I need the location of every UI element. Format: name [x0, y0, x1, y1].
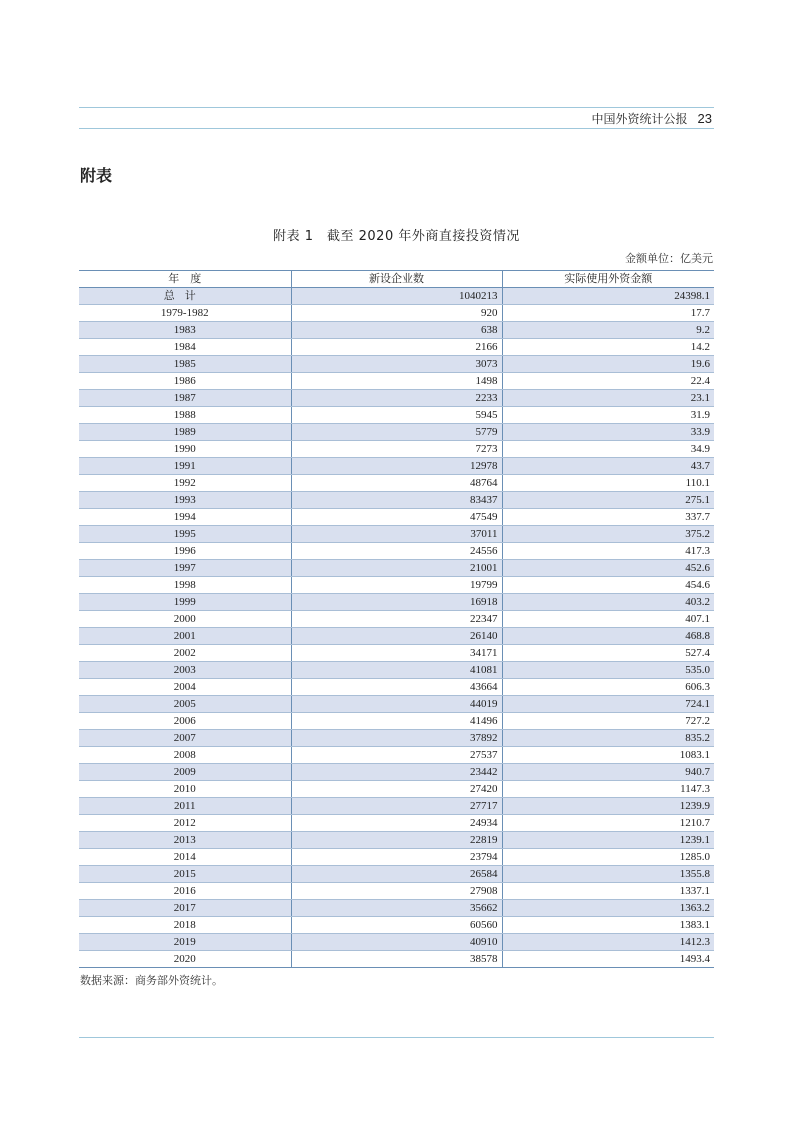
actual-fdi-cell: 31.9	[502, 407, 714, 424]
publication-title: 中国外资统计公报	[591, 112, 688, 126]
new-enterprises-cell: 24556	[291, 543, 502, 560]
actual-fdi-cell: 22.4	[502, 373, 714, 390]
table-row	[79, 526, 714, 543]
table-row	[79, 849, 714, 866]
year-cell: 2015	[79, 866, 291, 883]
new-enterprises-cell: 3073	[291, 356, 502, 373]
table-row	[79, 798, 714, 815]
table-row	[79, 628, 714, 645]
actual-fdi-cell: 417.3	[502, 543, 714, 560]
actual-fdi-cell: 835.2	[502, 730, 714, 747]
year-cell: 总计	[79, 288, 291, 305]
new-enterprises-cell: 2233	[291, 390, 502, 407]
table-row	[79, 730, 714, 747]
actual-fdi-cell: 14.2	[502, 339, 714, 356]
actual-fdi-cell: 1285.0	[502, 849, 714, 866]
column-header-actual-fdi: 实际使用外资金额	[502, 271, 714, 288]
year-cell: 2014	[79, 849, 291, 866]
table-header-row	[79, 271, 714, 288]
new-enterprises-cell: 27537	[291, 747, 502, 764]
section-title: 附表	[80, 166, 113, 185]
table-row	[79, 900, 714, 917]
new-enterprises-cell: 37011	[291, 526, 502, 543]
actual-fdi-cell: 43.7	[502, 458, 714, 475]
year-cell: 2002	[79, 645, 291, 662]
new-enterprises-cell: 24934	[291, 815, 502, 832]
actual-fdi-cell: 375.2	[502, 526, 714, 543]
table-row	[79, 611, 714, 628]
actual-fdi-cell: 535.0	[502, 662, 714, 679]
table-row	[79, 492, 714, 509]
actual-fdi-cell: 527.4	[502, 645, 714, 662]
new-enterprises-cell: 19799	[291, 577, 502, 594]
table-row	[79, 356, 714, 373]
actual-fdi-cell: 17.7	[502, 305, 714, 322]
table-row	[79, 934, 714, 951]
new-enterprises-cell: 5779	[291, 424, 502, 441]
year-cell: 2019	[79, 934, 291, 951]
actual-fdi-cell: 724.1	[502, 696, 714, 713]
table-row	[79, 509, 714, 526]
table-row	[79, 407, 714, 424]
new-enterprises-cell: 38578	[291, 951, 502, 968]
actual-fdi-cell: 1083.1	[502, 747, 714, 764]
actual-fdi-cell: 452.6	[502, 560, 714, 577]
year-cell: 2000	[79, 611, 291, 628]
new-enterprises-cell: 22347	[291, 611, 502, 628]
footer-rule	[79, 1037, 714, 1038]
new-enterprises-cell: 37892	[291, 730, 502, 747]
actual-fdi-cell: 1412.3	[502, 934, 714, 951]
new-enterprises-cell: 27908	[291, 883, 502, 900]
new-enterprises-cell: 1498	[291, 373, 502, 390]
running-head	[592, 110, 712, 127]
year-cell: 2001	[79, 628, 291, 645]
year-cell: 1989	[79, 424, 291, 441]
year-cell: 1991	[79, 458, 291, 475]
actual-fdi-cell: 454.6	[502, 577, 714, 594]
year-cell: 1983	[79, 322, 291, 339]
new-enterprises-cell: 1040213	[291, 288, 502, 305]
table-row	[79, 560, 714, 577]
table-row	[79, 577, 714, 594]
table-row	[79, 781, 714, 798]
year-cell: 2006	[79, 713, 291, 730]
table-row	[79, 424, 714, 441]
column-header-new-enterprises: 新设企业数	[291, 271, 502, 288]
year-cell: 1985	[79, 356, 291, 373]
new-enterprises-cell: 40910	[291, 934, 502, 951]
table-row	[79, 458, 714, 475]
actual-fdi-cell: 403.2	[502, 594, 714, 611]
actual-fdi-cell: 23.1	[502, 390, 714, 407]
new-enterprises-cell: 60560	[291, 917, 502, 934]
actual-fdi-cell: 468.8	[502, 628, 714, 645]
year-cell: 2016	[79, 883, 291, 900]
new-enterprises-cell: 41081	[291, 662, 502, 679]
new-enterprises-cell: 22819	[291, 832, 502, 849]
year-cell: 2007	[79, 730, 291, 747]
table-row	[79, 322, 714, 339]
year-cell: 2010	[79, 781, 291, 798]
actual-fdi-cell: 1239.1	[502, 832, 714, 849]
page-number: 23	[697, 111, 712, 126]
new-enterprises-cell: 23442	[291, 764, 502, 781]
actual-fdi-cell: 940.7	[502, 764, 714, 781]
new-enterprises-cell: 920	[291, 305, 502, 322]
table-row	[79, 543, 714, 560]
actual-fdi-cell: 1239.9	[502, 798, 714, 815]
table-row	[79, 475, 714, 492]
new-enterprises-cell: 26584	[291, 866, 502, 883]
year-cell: 1990	[79, 441, 291, 458]
actual-fdi-cell: 606.3	[502, 679, 714, 696]
year-cell: 1997	[79, 560, 291, 577]
table-row-total	[79, 288, 714, 305]
actual-fdi-cell: 407.1	[502, 611, 714, 628]
table-body	[79, 288, 714, 968]
table-row	[79, 713, 714, 730]
new-enterprises-cell: 35662	[291, 900, 502, 917]
actual-fdi-cell: 9.2	[502, 322, 714, 339]
table-row	[79, 866, 714, 883]
actual-fdi-cell: 110.1	[502, 475, 714, 492]
table-row	[79, 339, 714, 356]
year-cell: 1987	[79, 390, 291, 407]
actual-fdi-cell: 24398.1	[502, 288, 714, 305]
column-header-year: 年 度	[79, 271, 291, 288]
new-enterprises-cell: 27420	[291, 781, 502, 798]
unit-note: 金额单位：亿美元	[625, 252, 713, 265]
year-cell: 2017	[79, 900, 291, 917]
year-cell: 2008	[79, 747, 291, 764]
year-cell: 2003	[79, 662, 291, 679]
table-row	[79, 951, 714, 968]
new-enterprises-cell: 43664	[291, 679, 502, 696]
table-row	[79, 747, 714, 764]
actual-fdi-cell: 337.7	[502, 509, 714, 526]
new-enterprises-cell: 21001	[291, 560, 502, 577]
year-cell: 2005	[79, 696, 291, 713]
new-enterprises-cell: 5945	[291, 407, 502, 424]
year-cell: 1995	[79, 526, 291, 543]
actual-fdi-cell: 19.6	[502, 356, 714, 373]
header-rule-top	[79, 107, 714, 108]
year-cell: 1999	[79, 594, 291, 611]
fdi-table-container	[79, 270, 714, 968]
new-enterprises-cell: 2166	[291, 339, 502, 356]
year-cell: 1996	[79, 543, 291, 560]
table-row	[79, 696, 714, 713]
table-row	[79, 815, 714, 832]
actual-fdi-cell: 275.1	[502, 492, 714, 509]
year-cell: 2004	[79, 679, 291, 696]
year-cell: 1979-1982	[79, 305, 291, 322]
new-enterprises-cell: 47549	[291, 509, 502, 526]
new-enterprises-cell: 7273	[291, 441, 502, 458]
source-note: 数据来源：商务部外资统计。	[80, 974, 223, 987]
table-row	[79, 764, 714, 781]
new-enterprises-cell: 41496	[291, 713, 502, 730]
table-row	[79, 662, 714, 679]
actual-fdi-cell: 1363.2	[502, 900, 714, 917]
year-cell: 1986	[79, 373, 291, 390]
year-cell: 2020	[79, 951, 291, 968]
new-enterprises-cell: 48764	[291, 475, 502, 492]
year-cell: 1993	[79, 492, 291, 509]
actual-fdi-cell: 34.9	[502, 441, 714, 458]
actual-fdi-cell: 33.9	[502, 424, 714, 441]
new-enterprises-cell: 12978	[291, 458, 502, 475]
table-row	[79, 883, 714, 900]
actual-fdi-cell: 1493.4	[502, 951, 714, 968]
fdi-table	[79, 270, 714, 968]
actual-fdi-cell: 1210.7	[502, 815, 714, 832]
table-row	[79, 390, 714, 407]
year-cell: 1984	[79, 339, 291, 356]
year-cell: 1994	[79, 509, 291, 526]
year-cell: 2013	[79, 832, 291, 849]
table-row	[79, 594, 714, 611]
year-cell: 1988	[79, 407, 291, 424]
year-cell: 1992	[79, 475, 291, 492]
actual-fdi-cell: 1383.1	[502, 917, 714, 934]
new-enterprises-cell: 34171	[291, 645, 502, 662]
new-enterprises-cell: 16918	[291, 594, 502, 611]
year-cell: 2011	[79, 798, 291, 815]
year-cell: 1998	[79, 577, 291, 594]
table-row	[79, 441, 714, 458]
new-enterprises-cell: 23794	[291, 849, 502, 866]
actual-fdi-cell: 1337.1	[502, 883, 714, 900]
table-row	[79, 679, 714, 696]
table-row	[79, 373, 714, 390]
table-row	[79, 305, 714, 322]
actual-fdi-cell: 1355.8	[502, 866, 714, 883]
new-enterprises-cell: 27717	[291, 798, 502, 815]
header-rule-bottom	[79, 128, 714, 129]
table-row	[79, 917, 714, 934]
table-caption: 附表 1 截至 2020 年外商直接投资情况	[273, 229, 520, 244]
year-cell: 2012	[79, 815, 291, 832]
new-enterprises-cell: 638	[291, 322, 502, 339]
actual-fdi-cell: 727.2	[502, 713, 714, 730]
new-enterprises-cell: 44019	[291, 696, 502, 713]
actual-fdi-cell: 1147.3	[502, 781, 714, 798]
year-cell: 2009	[79, 764, 291, 781]
new-enterprises-cell: 83437	[291, 492, 502, 509]
table-row	[79, 645, 714, 662]
table-row	[79, 832, 714, 849]
new-enterprises-cell: 26140	[291, 628, 502, 645]
year-cell: 2018	[79, 917, 291, 934]
